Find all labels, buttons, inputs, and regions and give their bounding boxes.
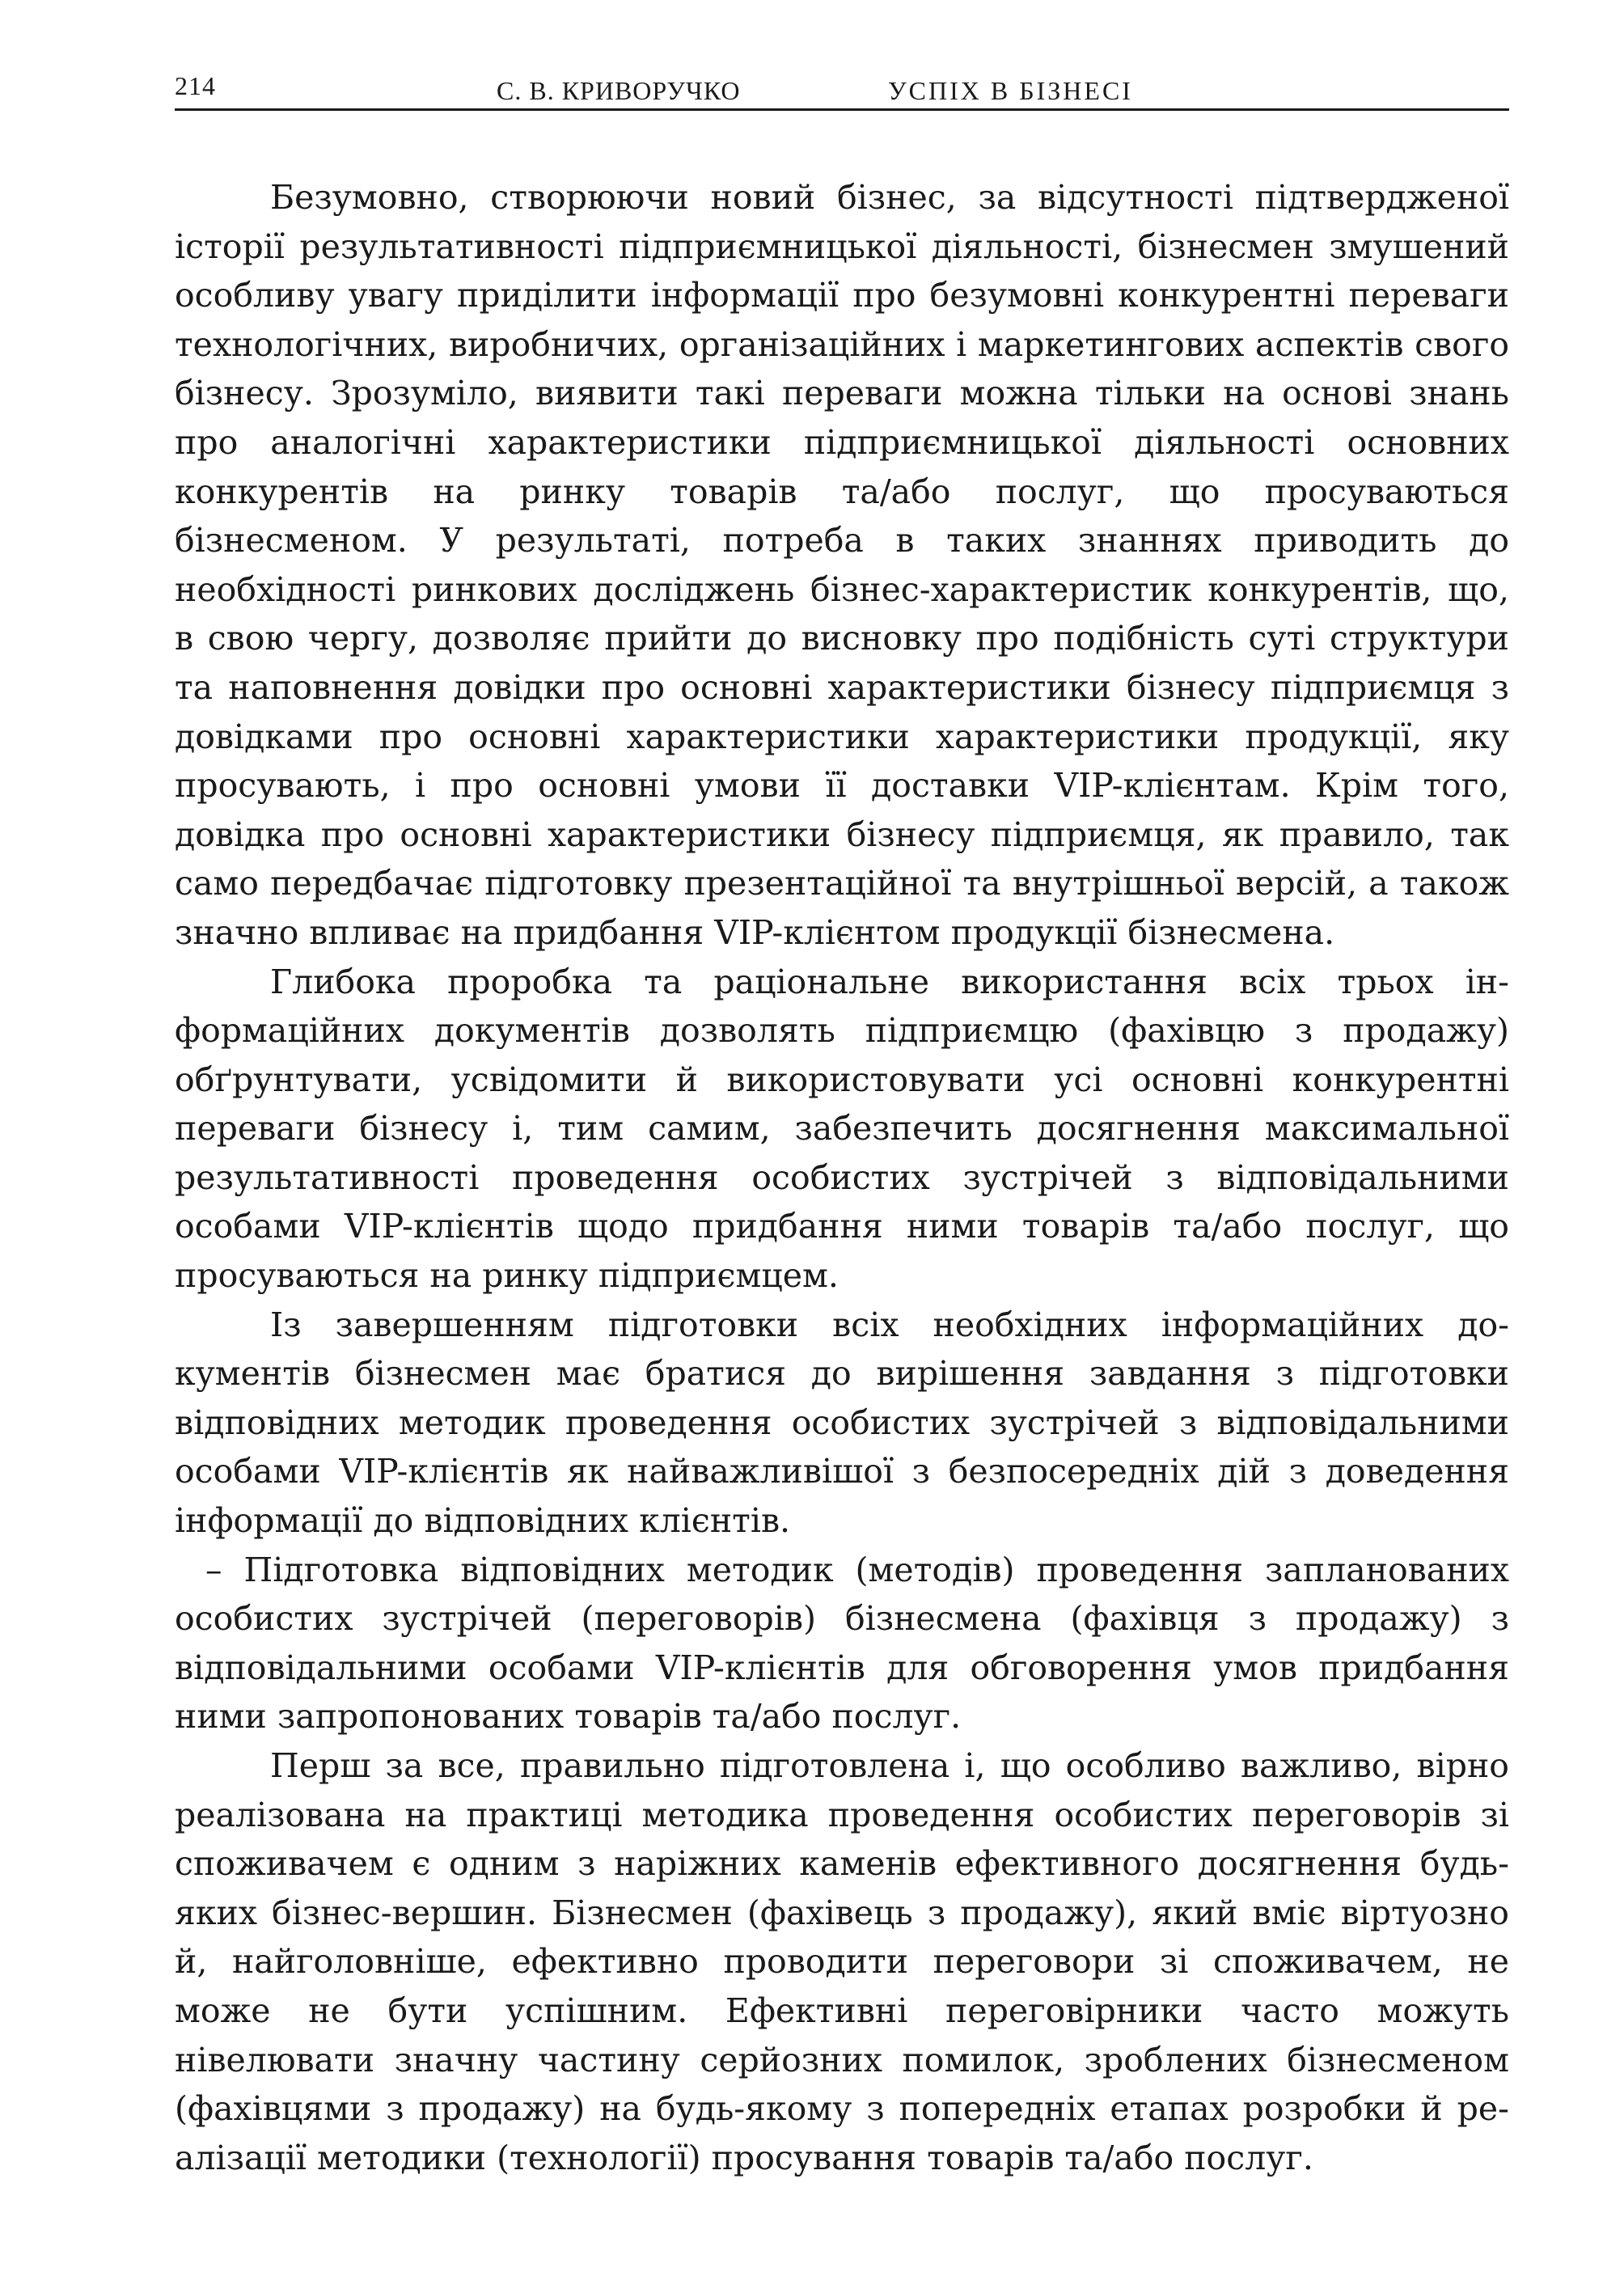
- paragraph: Безумовно, створюючи новий бізнес, за відсутності підтвердженої історії результативності підприємницької діяльності, бізнесмен змушений особливу увагу приділити інформації про безумовні конкурентні переваги технологічних, виробничих, організаційних і маркетингових аспектів свого бізнесу. Зрозуміло, виявити такі переваги можна тільки на основі знань про аналогічні характеристики підприємницької діяльності основних конкурентів на ринку товарів та/або послуг, що просуваються бізнесменом. У результаті, потреба в таких знаннях приводить до необхідності ринкових досліджень бізнес-характеристик конкурентів, що, в свою чергу, дозволяє прийти до висновку про подібність суті структури та наповнення довідки про основні характеристики бізнесу підприємця з довідками про основні характеристики характеристики продукції, яку просувають, і про основні умови її доставки VIP-клієнтам. Крім того, довідка про основні характеристики бізнесу підприємця, як правило, так само передбачає підготовку презентаційної та внутрішньої версій, а також значно впливає на придбання VIP-клієнтом продукції бізнесмена.: [175, 178, 1509, 952]
- page-number: 214: [175, 71, 216, 100]
- paragraph: Із завершенням підготовки всіх необхідних інформаційних документів бізнесмен має братися до вирішення завдання з підготовки відповідних методик проведення особистих зустрічей з відповідальними особами VIP-клієнтів як найважливішої з безпосередніх дій з доведення інформації до відповідних клієнтів.: [175, 1305, 1509, 1541]
- header-book-title: УСПІХ В БІЗНЕСІ: [888, 76, 1133, 105]
- header-author: С. В. КРИВОРУЧКО: [497, 76, 741, 105]
- paragraph-dash-item: – Підготовка відповідних методик (методів) проведення запланованих особистих зустрічей (переговорів) бізнесмена (фахівця з продажу) з відповідальними особами VIP-клієнтів для обговорення умов придбання ними запропонованих товарів та/або послуг.: [175, 1550, 1509, 1737]
- paragraph: Перш за все, правильно підготовлена і, що особливо важливо, вірно реалізована на практиці методика проведення особистих переговорів зі споживачем є одним з наріжних каменів ефективного досягнення будь-яких бізнес-вершин. Бізнесмен (фахівець з продажу), який вміє віртуозно й, найголовніше, ефективно проводити переговори зі споживачем, не може не бути успішним. Ефективні переговірники часто можуть нівелювати значну частину серйозних помилок, зроблених бізнесменом (фахівцями з продажу) на будь-якому з попередніх етапах розробки й реалізації методики (технології) просування товарів та/або послуг.: [175, 1746, 1509, 2177]
- running-header: [175, 68, 1509, 110]
- header-rule: [175, 108, 1509, 111]
- body-text: [175, 173, 1509, 2182]
- paragraph: Глибока проробка та раціональне використання всіх трьох інформаційних документів дозволять підприємцю (фахівцю з продажу) обґрунтувати, усвідомити й використовувати усі основні конкурентні переваги бізнесу і, тим самим, забезпечить досягнення максимальної результативності проведення особистих зустрічей з відповідальними особами VIP-клієнтів щодо придбання ними товарів та/або послуг, що просуваються на ринку підприємцем.: [175, 962, 1509, 1296]
